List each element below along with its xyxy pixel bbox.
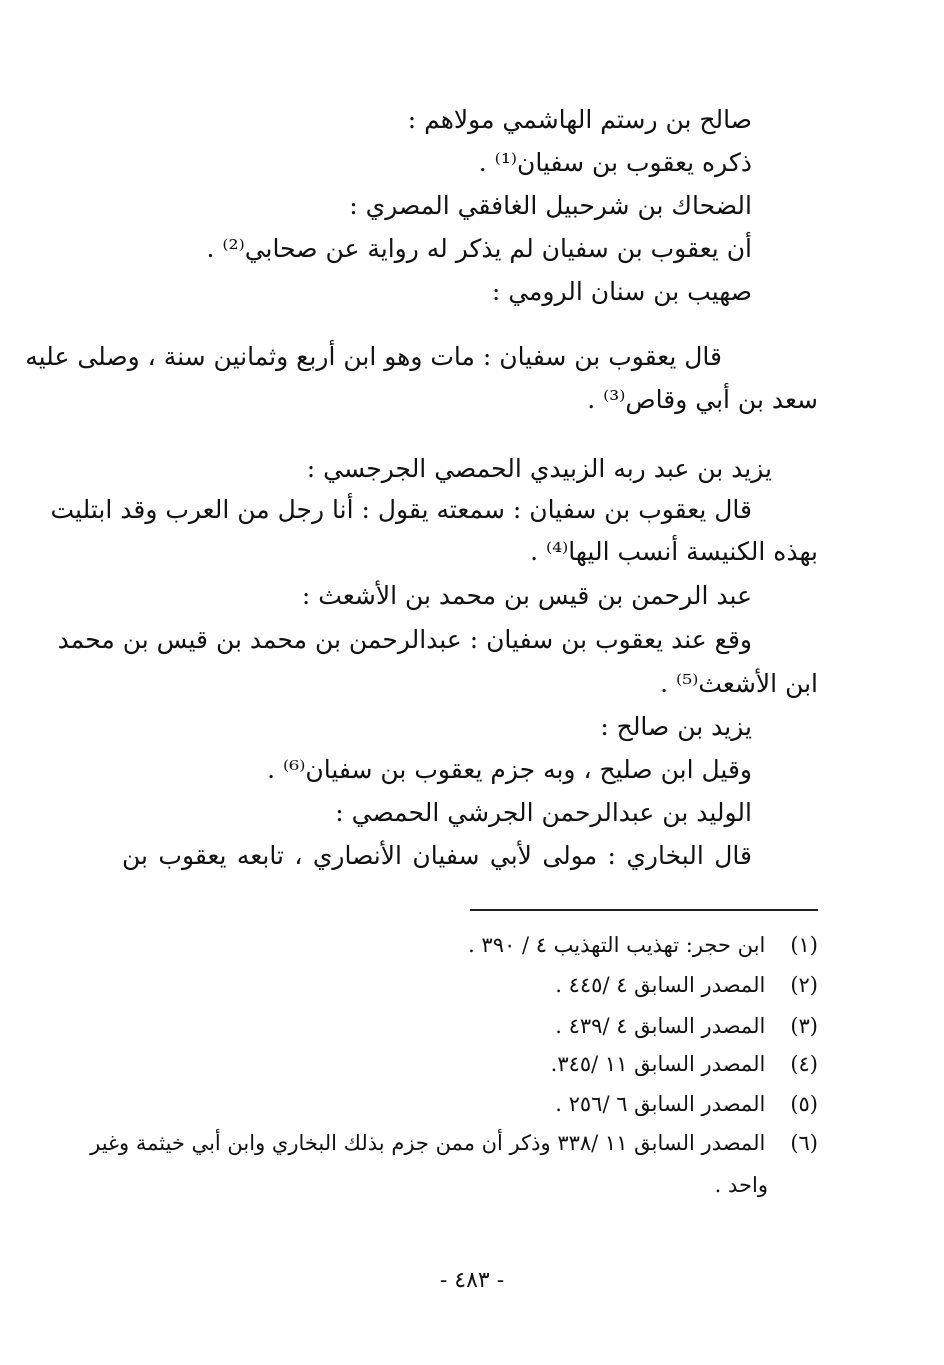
footnote-number: (٥) [790, 1092, 818, 1116]
text-line: أن يعقوب بن سفيان لم يذكر له رواية عن صحابي⁽²⁾ . [206, 234, 752, 263]
footnote-6 [90, 1126, 818, 1160]
footnote-number: (١) [790, 933, 818, 957]
footnote-text: المصدر السابق ٦ /٢٥٦ . [555, 1092, 766, 1116]
text-line: بهذه الكنيسة أنسب اليها⁽⁴⁾ . [530, 537, 818, 566]
footnote-number: (٣) [790, 1014, 818, 1038]
text-line: ذكره يعقوب بن سفيان⁽¹⁾ . [478, 148, 752, 177]
footnote-text: المصدر السابق ٤ /٤٣٩ . [555, 1014, 766, 1038]
heading-walid-bin-abdulrahman: الوليد بن عبدالرحمن الجرشي الحمصي : [335, 798, 752, 827]
heading-yazid-bin-abd-rabbih: يزيد بن عبد ربه الزبيدي الحمصي الجرجسي : [306, 454, 772, 483]
text-line: سعد بن أبي وقاص⁽³⁾ . [587, 385, 818, 414]
footnote-text: ابن حجر: تهذيب التهذيب ٤ / ٣٩٠ . [468, 933, 766, 957]
footnote-2 [555, 968, 818, 1002]
footnote-text: المصدر السابق ٤ /٤٤٥ . [555, 973, 766, 997]
text-line: قال يعقوب بن سفيان : مات وهو ابن أربع وثمانين سنة ، وصلى عليه [25, 342, 722, 371]
text-line: قال البخاري : مولى لأبي سفيان الأنصاري ، تابعه يعقوب بن [122, 841, 752, 870]
page-number: - ٤٨٣ - [439, 1268, 505, 1293]
footnote-3 [555, 1009, 818, 1043]
footnote-6-continuation: واحد . [714, 1173, 768, 1197]
heading-saleh-bin-rustam: صالح بن رستم الهاشمي مولاهم : [407, 105, 752, 134]
text-line: وقع عند يعقوب بن سفيان : عبدالرحمن بن محمد بن قيس بن محمد [57, 625, 752, 654]
text-line: قال يعقوب بن سفيان : سمعته يقول : أنا رجل من العرب وقد ابتليت [50, 495, 752, 524]
heading-abdulrahman-bin-qais: عبد الرحمن بن قيس بن محمد بن الأشعث : [301, 581, 752, 610]
footnote-5 [555, 1087, 818, 1121]
footnote-text: المصدر السابق ١١ /٣٣٨ وذكر أن ممن جزم بذلك البخاري وابن أبي خيثمة وغير [90, 1131, 766, 1155]
footnote-divider [470, 909, 818, 911]
heading-dahhak-bin-shurahbil: الضحاك بن شرحبيل الغافقي المصري : [349, 191, 752, 220]
text-line: وقيل ابن صليح ، وبه جزم يعقوب بن سفيان⁽⁶⁾ . [267, 755, 752, 784]
text-line: ابن الأشعث⁽⁵⁾ . [660, 669, 818, 698]
footnote-number: (٦) [790, 1131, 818, 1155]
heading-yazid-bin-saleh: يزيد بن صالح : [600, 712, 752, 741]
footnote-number: (٤) [790, 1052, 818, 1076]
footnote-4 [551, 1047, 818, 1081]
footnote-text: المصدر السابق ١١ /٣٤٥. [550, 1052, 766, 1076]
heading-suhaib-bin-sinan: صهيب بن سنان الرومي : [491, 277, 752, 306]
footnote-number: (٢) [790, 973, 818, 997]
footnote-1 [468, 928, 818, 962]
